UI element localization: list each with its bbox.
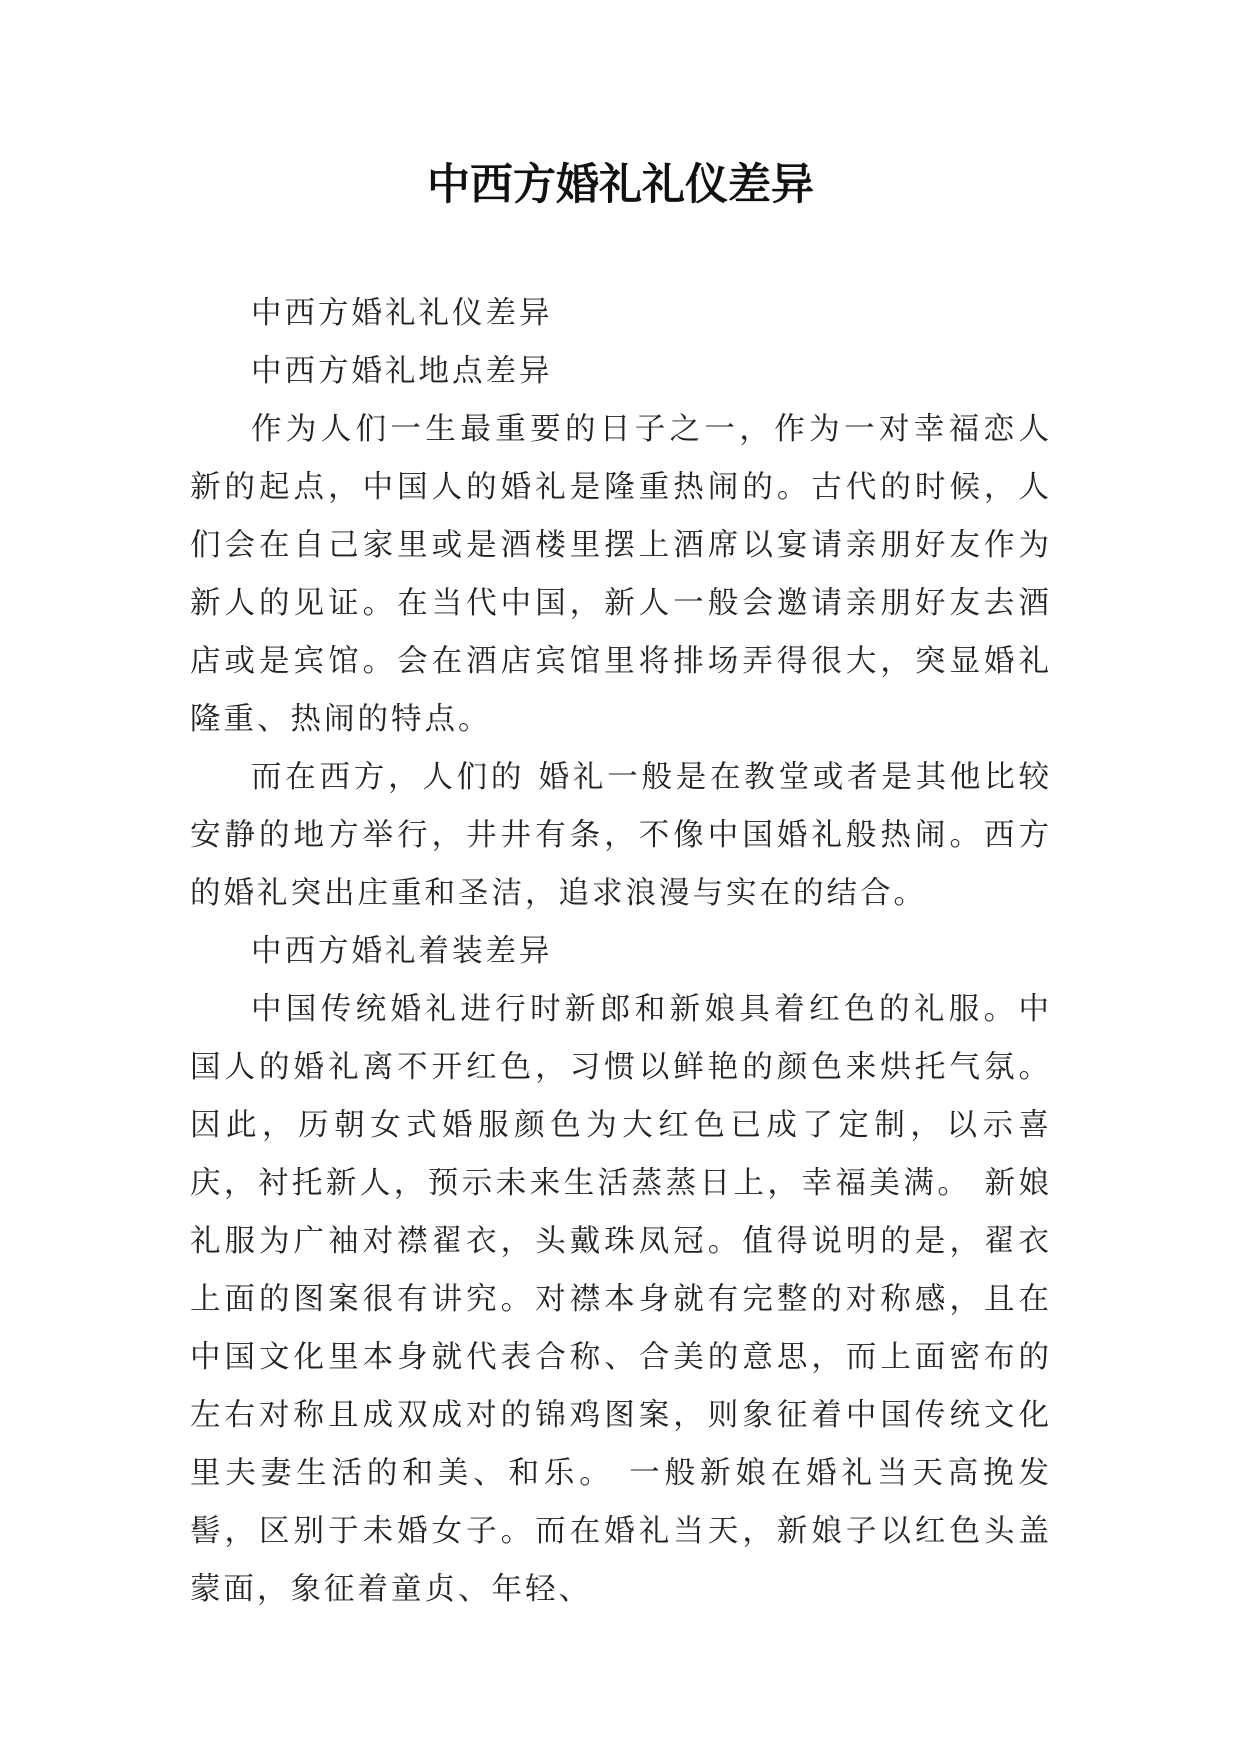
paragraph: 而在西方，人们的 婚礼一般是在教堂或者是其他比较安静的地方举行，井井有条，不像中国婚礼般热闹。西方的婚礼突出庄重和圣洁，追求浪漫与实在的结合。 bbox=[190, 760, 1052, 911]
paragraph: 中西方婚礼着装差异 bbox=[251, 934, 553, 969]
document-body bbox=[190, 285, 1052, 1619]
document-title: 中西方婚礼礼仪差异 bbox=[427, 160, 814, 210]
paragraph: 作为人们一生最重要的日子之一，作为一对幸福恋人新的起点，中国人的婚礼是隆重热闹的。古代的时候，人们会在自己家里或是酒楼里摆上酒席以宴请亲朋好友作为新人的见证。在当代中国，新人一般会邀请亲朋好友去酒店或是宾馆。会在酒店宾馆里将排场弄得很大，突显婚礼隆重、热闹的特点。 bbox=[190, 412, 1052, 737]
paragraph: 中国传统婚礼进行时新郎和新娘具着红色的礼服。中国人的婚礼离不开红色，习惯以鲜艳的颜色来烘托气氛。因此，历朝女式婚服颜色为大红色已成了定制，以示喜庆，衬托新人，预示未来生活蒸蒸日上，幸福美满。 新娘礼服为广袖对襟翟衣，头戴珠凤冠。值得说明的是，翟衣上面的图案很有讲究。对襟本身就有完整的对称感，且在中国文化里本身就代表合称、合美的意思，而上面密布的左右对称且成双成对的锦鸡图案，则象征着中国传统文化里夫妻生活的和美、和乐。 一般新娘在婚礼当天高挽发髻，区别于未婚女子。而在婚礼当天，新娘子以红色头盖蒙面，象征着童贞、年轻、 bbox=[190, 992, 1052, 1607]
paragraph: 中西方婚礼礼仪差异 bbox=[251, 296, 553, 331]
paragraph: 中西方婚礼地点差异 bbox=[251, 354, 553, 389]
